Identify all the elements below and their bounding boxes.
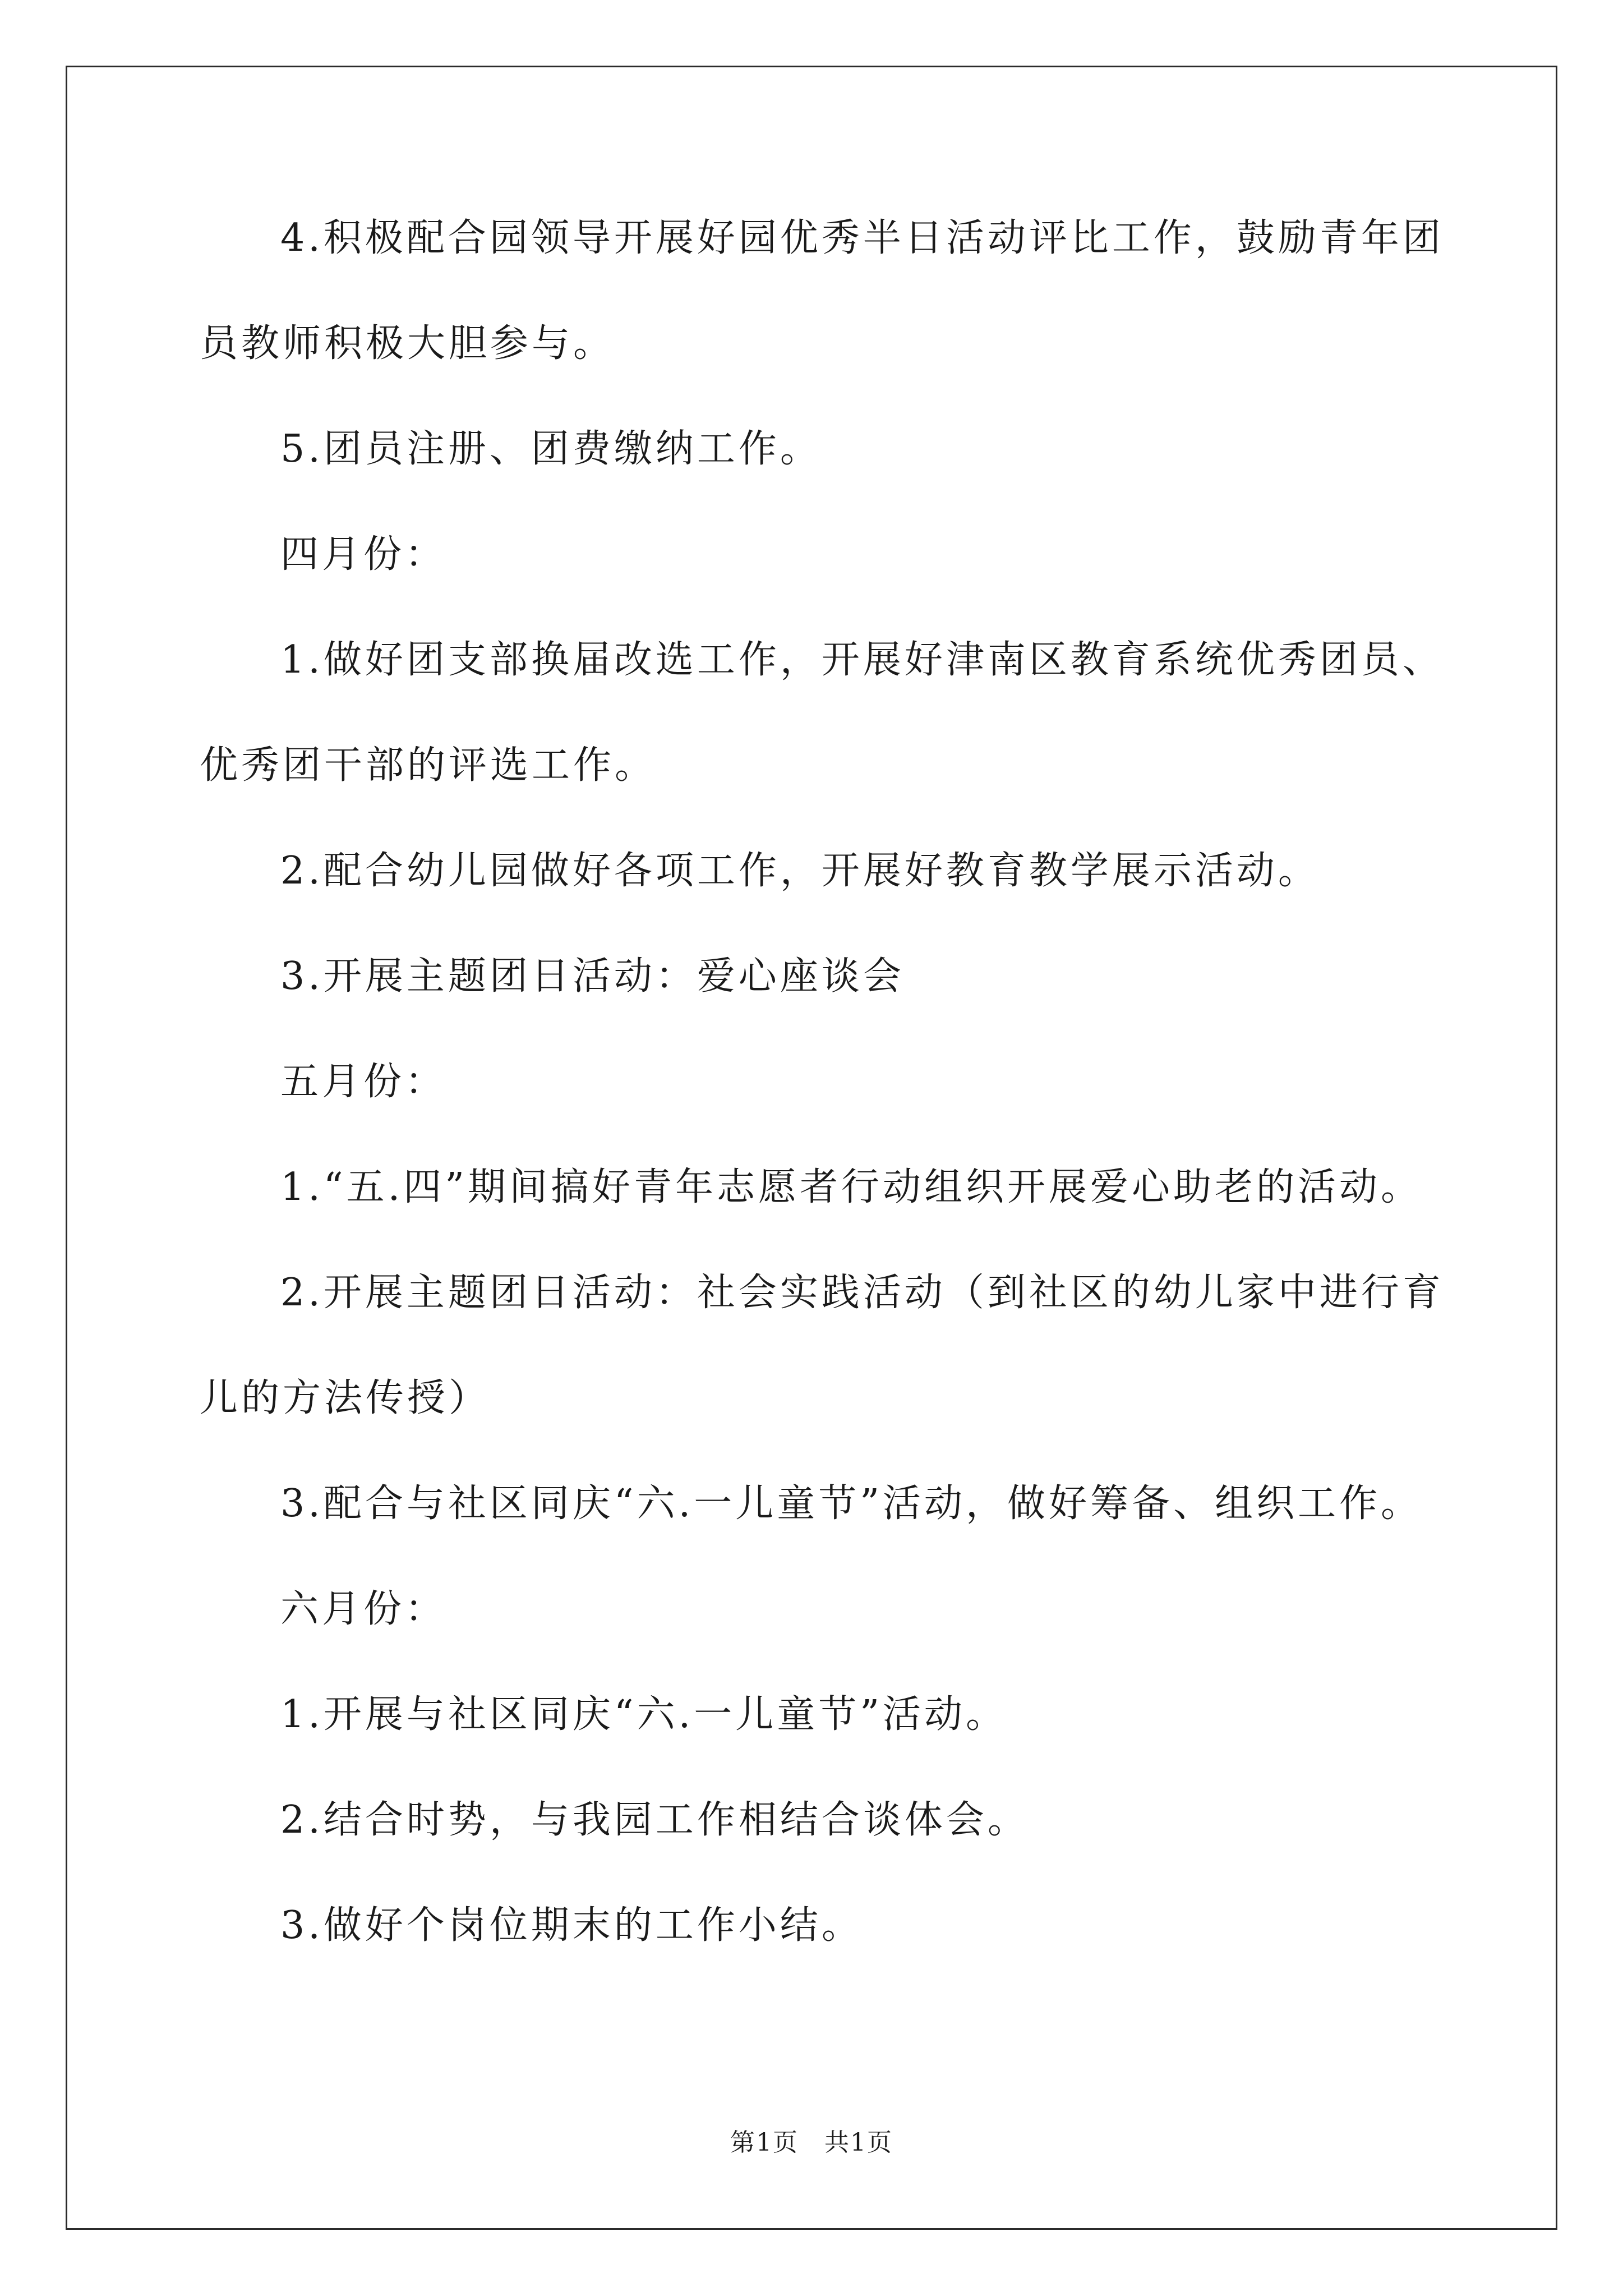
- may-item-3: 3.配合与社区同庆“六.一儿童节”活动，做好筹备、组织工作。: [280, 1481, 1423, 1526]
- may-item-1: 1.“五.四”期间搞好青年志愿者行动组织开展爱心助老的活动。: [280, 1165, 1423, 1209]
- month-heading-april: 四月份：: [280, 532, 447, 577]
- paragraph-2: 5.团员注册、团费缴纳工作。: [280, 427, 822, 471]
- paragraph-1-line-1: 4.积极配合园领导开展好园优秀半日活动评比工作，鼓励青年团: [280, 216, 1444, 260]
- june-item-1: 1.开展与社区同庆“六.一儿童节”活动。: [280, 1692, 1008, 1737]
- month-heading-june: 六月份：: [280, 1587, 447, 1631]
- april-item-3: 3.开展主题团日活动：爱心座谈会: [280, 954, 905, 999]
- may-item-2-line-1: 2.开展主题团日活动：社会实践活动（到社区的幼儿家中进行育: [280, 1271, 1444, 1315]
- june-item-2: 2.结合时势，与我园工作相结合谈体会。: [280, 1798, 1029, 1842]
- page-number-footer: 第1页 共1页: [730, 2128, 893, 2157]
- may-item-2-line-2: 儿的方法传授）: [200, 1376, 491, 1420]
- april-item-1-line-1: 1.做好团支部换届改选工作，开展好津南区教育系统优秀团员、: [280, 638, 1444, 682]
- june-item-3: 3.做好个岗位期末的工作小结。: [280, 1903, 863, 1948]
- april-item-2: 2.配合幼儿园做好各项工作，开展好教育教学展示活动。: [280, 849, 1320, 893]
- april-item-1-line-2: 优秀团干部的评选工作。: [200, 743, 657, 788]
- paragraph-1-line-2: 员教师积极大胆参与。: [200, 321, 615, 366]
- month-heading-may: 五月份：: [280, 1060, 447, 1104]
